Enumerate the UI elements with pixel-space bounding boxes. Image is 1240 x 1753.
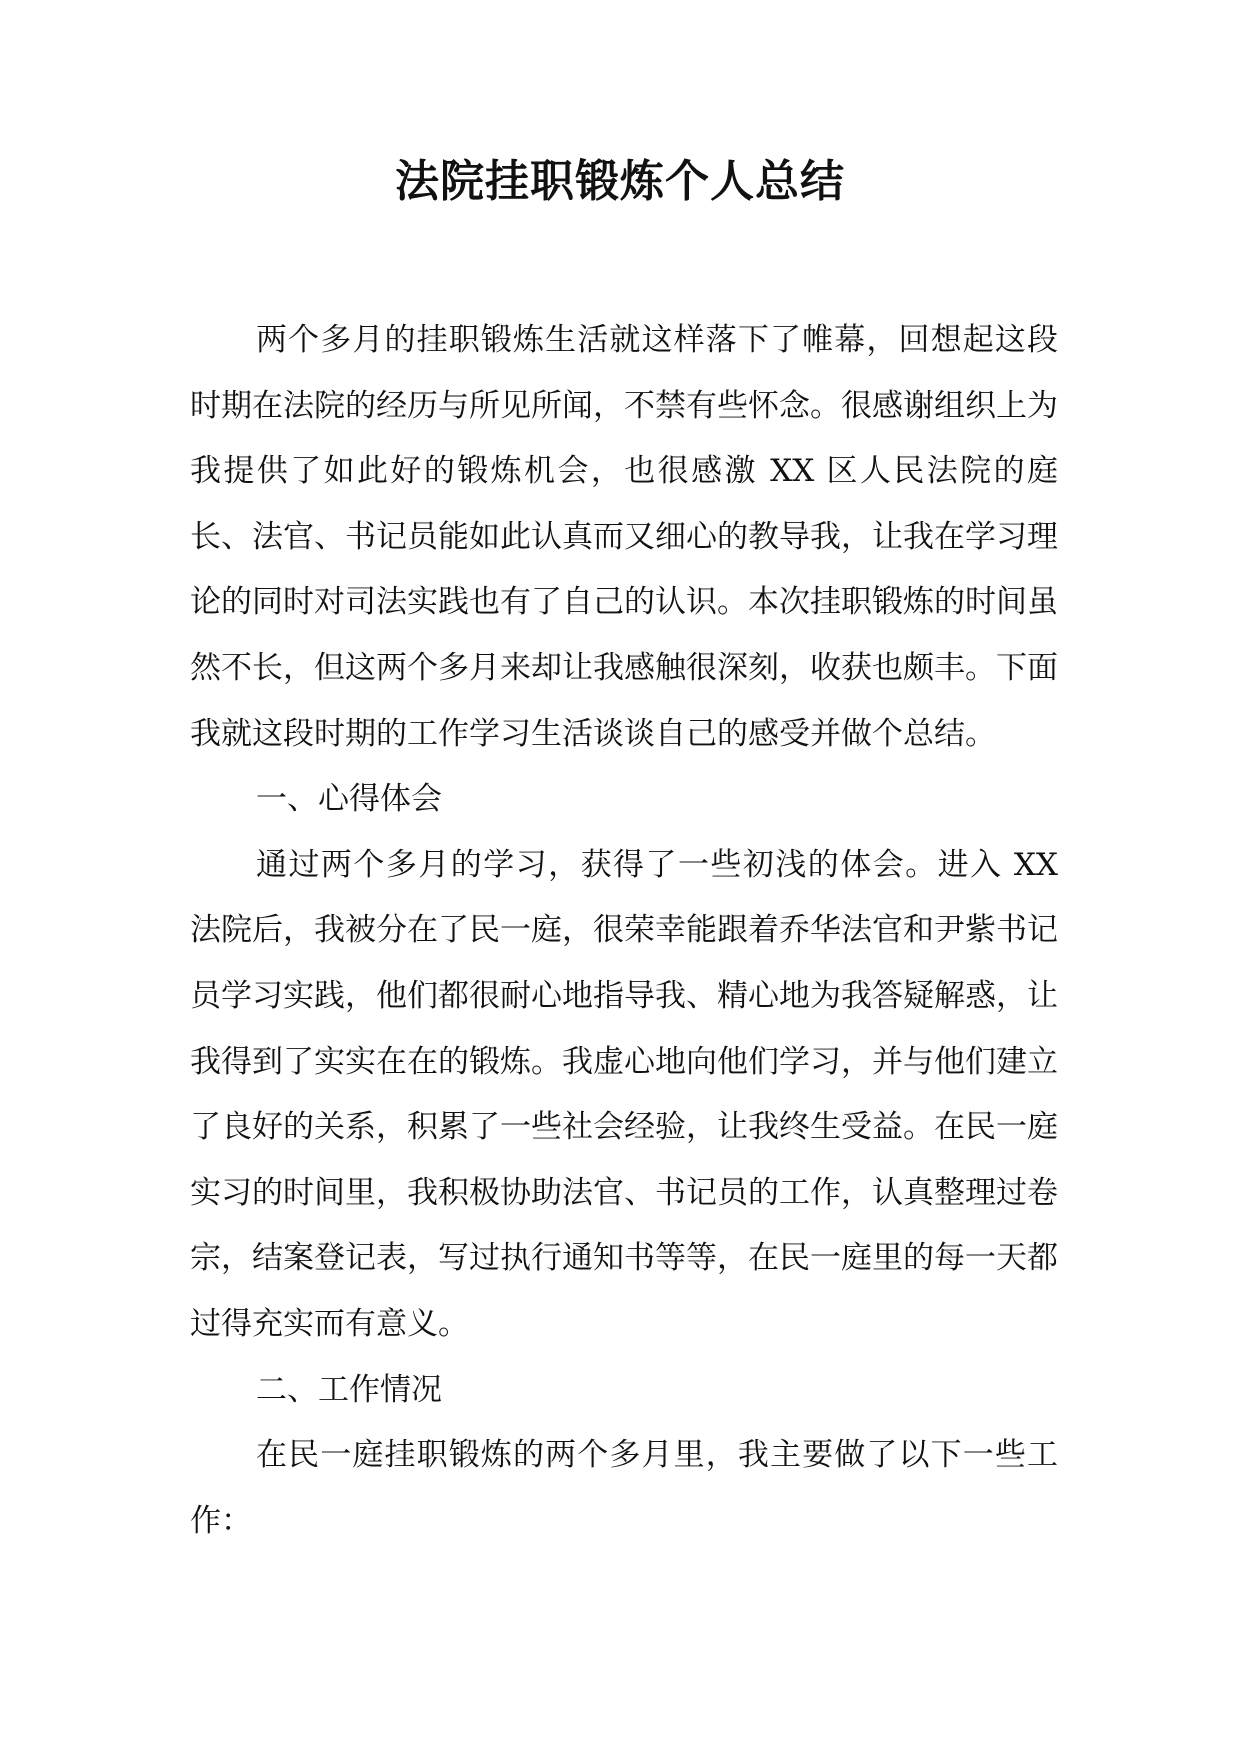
- experience-paragraph: 通过两个多月的学习，获得了一些初浅的体会。进入 XX 法院后，我被分在了民一庭，很荣幸能跟着乔华法官和尹紫书记员学习实践，他们都很耐心地指导我、精心地为我答疑解惑，让我得到了实实在在的锻炼。我虚心地向他们学习，并与他们建立了良好的关系，积累了一些社会经验，让我终生受益。在民一庭实习的时间里，我积极协助法官、书记员的工作，认真整理过卷宗，结案登记表，写过执行通知书等等，在民一庭里的每一天都过得充实而有意义。: [190, 846, 1058, 1342]
- document-title: 法院挂职锻炼个人总结: [395, 156, 845, 207]
- section-heading-work: 二、工作情况: [256, 1371, 442, 1408]
- section-heading-experience: 一、心得体会: [256, 781, 442, 818]
- intro-paragraph: 两个多月的挂职锻炼生活就这样落下了帷幕，回想起这段时期在法院的经历与所见所闻，不禁有些怀念。很感谢组织上为我提供了如此好的锻炼机会，也很感激 XX 区人民法院的庭长、法官、书记员能如此认真而又细心的教导我，让我在学习理论的同时对司法实践也有了自己的认识。本次挂职锻炼的时间虽然不长，但这两个多月来却让我感触很深刻，收获也颇丰。下面我就这段时期的工作学习生活谈谈自己的感受并做个总结。: [190, 322, 1058, 752]
- work-paragraph: 在民一庭挂职锻炼的两个多月里，我主要做了以下一些工作：: [190, 1437, 1058, 1539]
- document-body: [190, 308, 1058, 1554]
